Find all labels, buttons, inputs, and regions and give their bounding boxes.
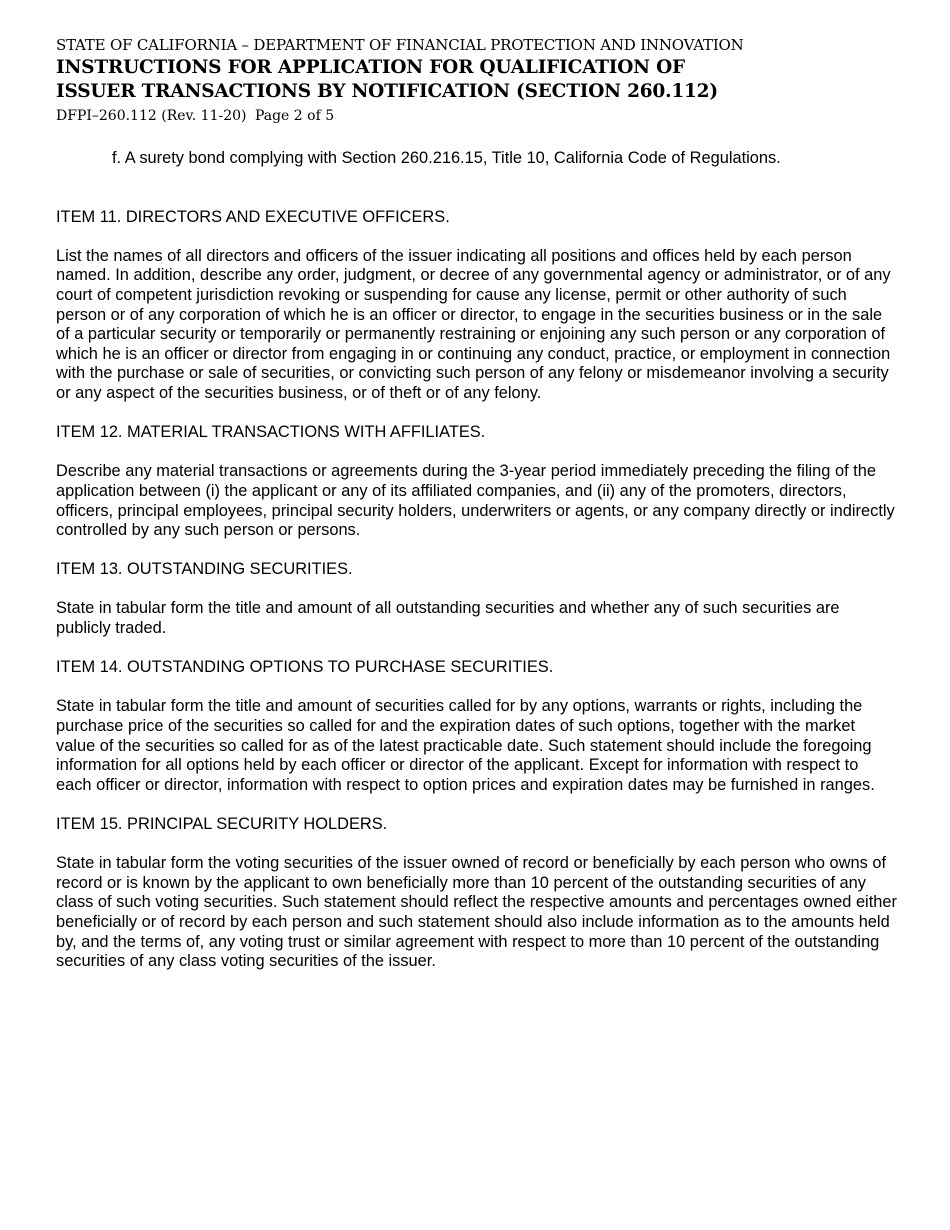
document-title-line-1: INSTRUCTIONS FOR APPLICATION FOR QUALIFICATION OF [56, 57, 685, 78]
item-14-text: State in tabular form the title and amount of securities called for by any options, warrants or rights, including the purchase price of the securities so called for and the expiration dates of such options, together with the market value of the securities so called for as of the latest practicable date. Such statement should include the foregoing information for all options held by each officer or director of the applicant. Except for information with respect to each officer or director, information with respect to option prices and expiration dates may be furnished in ranges. [56, 697, 875, 794]
item-13-heading: ITEM 13. OUTSTANDING SECURITIES. [56, 560, 353, 579]
item-15-text: State in tabular form the voting securities of the issuer owned of record or beneficially by each person who owns of record or is known by the applicant to own beneficially more than 10 percent of the outstanding securities of any class of such voting securities. Such statement should reflect the respective amounts and percentages owned either beneficially or of record by each person and such statement should also include information as to the amounts held by, and the terms of, any voting trust or similar agreement with respect to more than 10 percent of the outstanding securities of any class voting securities of the issuer. [56, 854, 897, 971]
item-12-heading: ITEM 12. MATERIAL TRANSACTIONS WITH AFFILIATES. [56, 423, 486, 442]
item-11-text: List the names of all directors and officers of the issuer indicating all positions and offices held by each person named. In addition, describe any order, judgment, or decree of any governmental agency or administrator, or of any court of competent jurisdiction revoking or suspending for cause any license, permit or other authority of such person or of any corporation of which he is an officer or director, to engage in the securities business or in the sale of a particular security or temporarily or permanently restraining or enjoining any such person or any corporation of which he is an officer or director from engaging in or continuing any conduct, practice, or employment in connection with the purchase or sale of securities, or convicting such person of any felony or misdemeanor involving a security or any aspect of the securities business, or of theft or of any felony. [56, 246, 891, 402]
page-header [56, 34, 916, 127]
item-11-heading: ITEM 11. DIRECTORS AND EXECUTIVE OFFICERS. [56, 207, 450, 226]
document-body [56, 149, 898, 991]
document-title-line-2: ISSUER TRANSACTIONS BY NOTIFICATION (SECTION 260.112) [56, 81, 718, 102]
item-12-text: Describe any material transactions or agreements during the 3-year period immediately preceding the filing of the application between (i) the applicant or any of its affiliated companies, and (ii) any of the promoters, directors, officers, principal employees, principal security holders, underwriters or agents, or any company directly or indirectly controlled by any such person or persons. [56, 462, 895, 540]
item-10-subitem-f: f. A surety bond complying with Section 260.216.15, Title 10, California Code of Regulations. [112, 149, 781, 167]
form-number: DFPI–260.112 (Rev. 11-20) [56, 108, 247, 124]
form-info [56, 105, 916, 127]
page-number: Page 2 of 5 [254, 108, 335, 124]
item-15-heading: ITEM 15. PRINCIPAL SECURITY HOLDERS. [56, 815, 388, 833]
item-14-heading: ITEM 14. OUTSTANDING OPTIONS TO PURCHASE SECURITIES. [56, 658, 554, 677]
item-13-text: State in tabular form the title and amount of all outstanding securities and whether any of such securities are publicly traded. [56, 599, 840, 638]
agency-name: STATE OF CALIFORNIA – DEPARTMENT OF FINANCIAL PROTECTION AND INNOVATION [56, 36, 744, 54]
